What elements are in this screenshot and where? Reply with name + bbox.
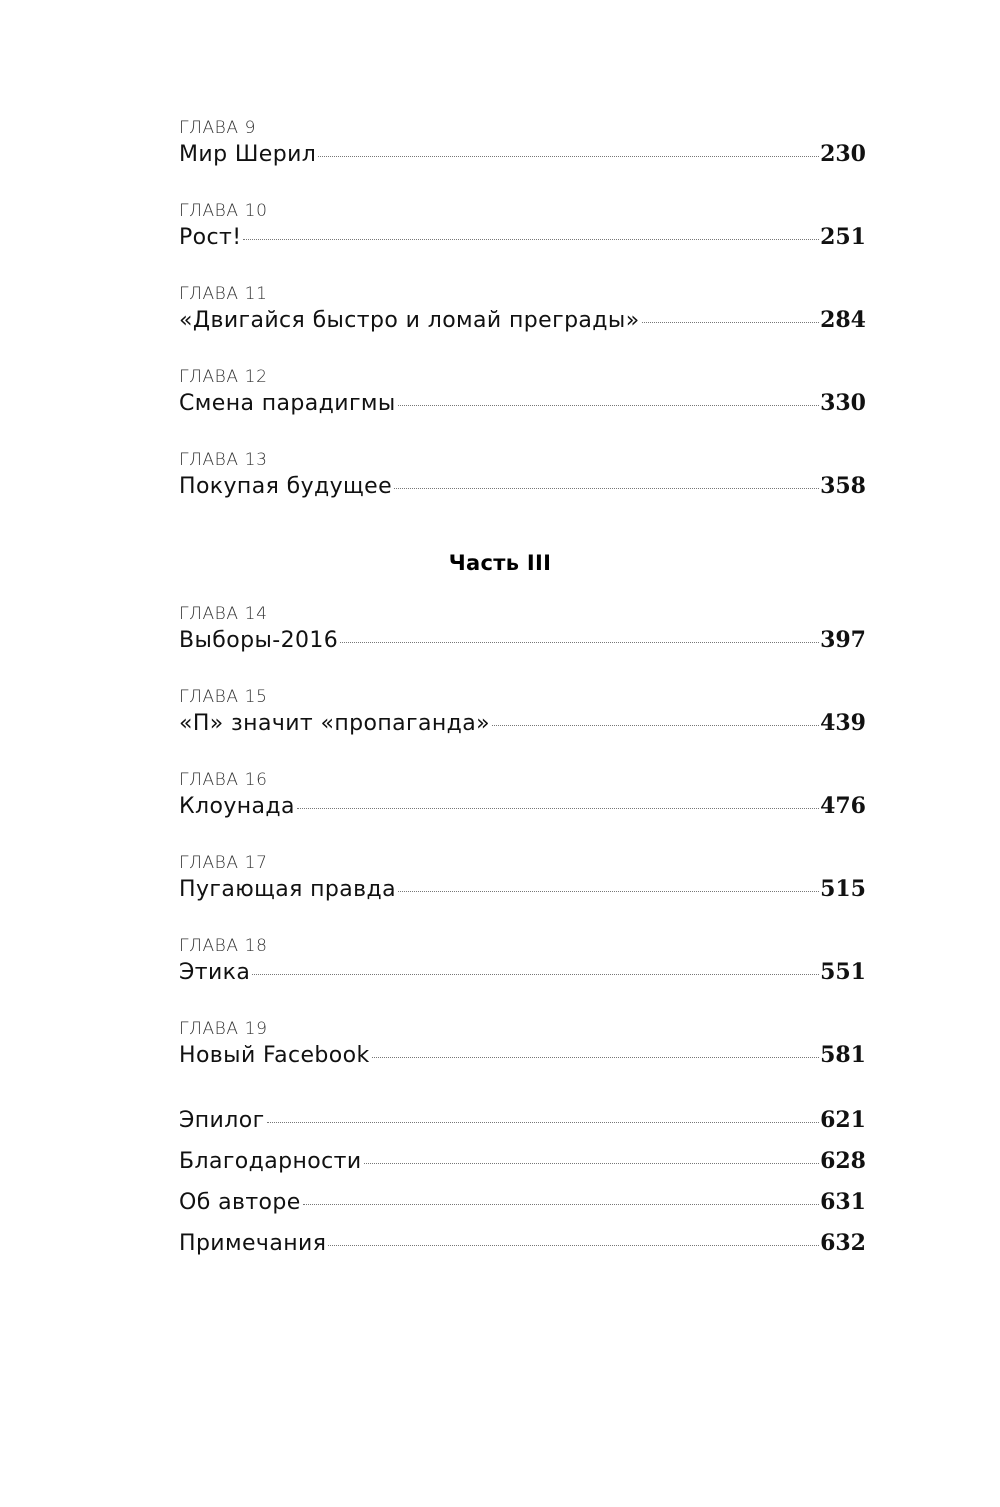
page-number: 551 <box>820 959 866 985</box>
toc-entry-chapter-17[interactable] <box>179 853 866 905</box>
chapter-title: Этика <box>179 960 251 985</box>
page-number: 251 <box>820 224 866 250</box>
chapter-title: Выборы-2016 <box>179 628 339 653</box>
page-number: 476 <box>820 793 866 819</box>
toc-entry-chapter-9[interactable] <box>179 118 866 170</box>
page-number: 631 <box>820 1189 866 1215</box>
dot-leader <box>364 1163 819 1164</box>
toc-entry-notes[interactable] <box>179 1227 866 1259</box>
toc-entry-acknowledgements[interactable] <box>179 1145 866 1177</box>
dot-leader <box>318 156 819 157</box>
page-number: 330 <box>820 390 866 416</box>
chapter-title: Пугающая правда <box>179 877 397 902</box>
page-number: 284 <box>820 307 866 333</box>
page-number: 439 <box>820 710 866 736</box>
dot-leader <box>243 239 819 240</box>
dot-leader <box>328 1245 819 1246</box>
entry-title: Об авторе <box>179 1190 301 1215</box>
chapter-title: Новый Facebook <box>179 1043 370 1068</box>
chapter-label: ГЛАВА 14 <box>179 604 268 624</box>
toc-entry-chapter-10[interactable] <box>179 201 866 253</box>
entry-title: Примечания <box>179 1231 327 1256</box>
dot-leader <box>492 725 819 726</box>
chapter-title: «П» значит «пропаганда» <box>179 711 491 736</box>
toc-entry-chapter-19[interactable] <box>179 1019 866 1071</box>
dot-leader <box>297 808 819 809</box>
page-number: 581 <box>820 1042 866 1068</box>
page-number: 515 <box>820 876 866 902</box>
toc-entry-chapter-16[interactable] <box>179 770 866 822</box>
dot-leader <box>642 322 820 323</box>
dot-leader <box>340 642 819 643</box>
dot-leader <box>303 1204 819 1205</box>
chapter-title: Клоунада <box>179 794 295 819</box>
dot-leader <box>267 1122 820 1123</box>
toc-entry-chapter-14[interactable] <box>179 604 866 656</box>
chapter-label: ГЛАВА 12 <box>179 367 268 387</box>
page-number: 358 <box>820 473 866 499</box>
chapter-title: Мир Шерил <box>179 142 317 167</box>
toc-entry-chapter-15[interactable] <box>179 687 866 739</box>
dot-leader <box>398 891 819 892</box>
entry-title: Эпилог <box>179 1108 265 1133</box>
chapter-label: ГЛАВА 19 <box>179 1019 268 1039</box>
chapter-label: ГЛАВА 15 <box>179 687 268 707</box>
page-number: 397 <box>820 627 866 653</box>
dot-leader <box>394 488 819 489</box>
chapter-label: ГЛАВА 17 <box>179 853 268 873</box>
toc-entry-chapter-12[interactable] <box>179 367 866 419</box>
toc-entry-chapter-11[interactable] <box>179 284 866 336</box>
chapter-label: ГЛАВА 16 <box>179 770 268 790</box>
chapter-title: Покупая будущее <box>179 474 393 499</box>
part-heading: Часть III <box>448 551 552 575</box>
entry-title: Благодарности <box>179 1149 362 1174</box>
page-number: 230 <box>820 141 866 167</box>
dot-leader <box>372 1057 819 1058</box>
dot-leader <box>398 405 819 406</box>
toc-entry-epilogue[interactable] <box>179 1104 866 1136</box>
toc-entry-about-author[interactable] <box>179 1186 866 1218</box>
page-number: 628 <box>820 1148 866 1174</box>
chapter-label: ГЛАВА 18 <box>179 936 268 956</box>
chapter-label: ГЛАВА 10 <box>179 201 268 221</box>
chapter-title: Смена парадигмы <box>179 391 396 416</box>
chapter-label: ГЛАВА 9 <box>179 118 257 138</box>
chapter-title: «Двигайся быстро и ломай преграды» <box>179 308 640 333</box>
chapter-label: ГЛАВА 13 <box>179 450 268 470</box>
page-number: 632 <box>820 1230 866 1256</box>
chapter-title: Рост! <box>179 225 242 250</box>
page-number: 621 <box>820 1107 866 1133</box>
toc-entry-chapter-18[interactable] <box>179 936 866 988</box>
chapter-label: ГЛАВА 11 <box>179 284 268 304</box>
dot-leader <box>252 974 819 975</box>
toc-entry-chapter-13[interactable] <box>179 450 866 502</box>
